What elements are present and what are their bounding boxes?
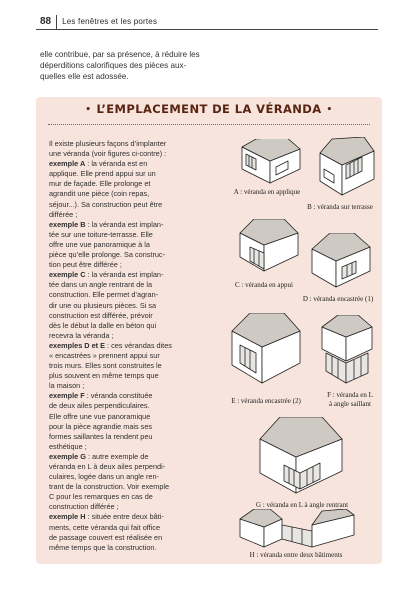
example-label: exemple G <box>49 451 86 461</box>
line-text: esthétique ; <box>49 441 87 451</box>
figure-h-buildings-illustration <box>238 509 356 549</box>
figure-d-house-illustration <box>308 233 374 291</box>
box-text-line <box>49 331 206 341</box>
caption-f-line2: à angle saillant <box>329 399 371 408</box>
intro-paragraph <box>40 49 380 83</box>
line-text: tée sur une toiture-terrasse. Elle <box>49 229 153 239</box>
line-text: Elle offre une vue panoramique <box>49 411 151 421</box>
figure-f-house-illustration <box>318 315 376 391</box>
line-text: dir une ou plusieurs pièces. Si sa <box>49 300 157 310</box>
line-text: : ces vérandas dites <box>104 340 172 350</box>
line-text: pièce qu’elle prolonge. Sa construc- <box>49 250 166 260</box>
caption-f-line1: F : véranda en L <box>327 391 373 399</box>
box-text-line <box>49 250 206 260</box>
example-label: exemple H <box>49 512 86 522</box>
line-text: trant de la construction. Voir exemple <box>49 482 170 492</box>
figure-g-house-illustration <box>256 417 348 499</box>
caption-g: G : véranda en L à angle rentrant <box>255 501 349 509</box>
box-text-line <box>49 230 206 240</box>
line-text: construction. Elle permet d’agran- <box>49 290 159 300</box>
box-text-line <box>49 401 206 411</box>
line-text: : la véranda est implan- <box>85 270 164 280</box>
box-text-line <box>49 412 206 422</box>
figure-a-house-illustration <box>232 139 310 187</box>
caption-b: B : véranda sur terrasse <box>307 203 373 211</box>
box-text-line <box>49 533 206 543</box>
caption-a: A : véranda en applique <box>233 188 301 196</box>
line-text: trois murs. Elles sont construites le <box>49 361 162 371</box>
line-text: recevra la véranda ; <box>49 330 114 340</box>
line-text: mur de façade. Elle prolonge et <box>49 179 151 189</box>
line-text: culaires, logée dans un angle ren- <box>49 472 159 482</box>
title-dotted-rule <box>48 124 370 125</box>
box-title-text: L’EMPLACEMENT DE LA VÉRANDA <box>96 102 322 116</box>
box-text-line <box>49 189 206 199</box>
box-text-line <box>49 512 206 522</box>
box-text-line <box>49 391 206 401</box>
box-text-line <box>49 543 206 553</box>
box-text-line <box>49 139 206 149</box>
title-bullet-right: • <box>326 105 333 115</box>
line-text: applique. Elle prend appui sur un <box>49 169 156 179</box>
box-text-line <box>49 432 206 442</box>
line-text: : située entre deux bâti- <box>85 512 164 522</box>
running-header <box>36 14 378 30</box>
line-text: de passage couvert est réalisée en <box>49 532 163 542</box>
title-bullet-left: • <box>85 105 92 115</box>
line-text: C pour les remarques en cas de <box>49 492 153 502</box>
box-text-line <box>49 240 206 250</box>
figure-c-house-illustration <box>234 219 304 279</box>
line-text: pour la pièce agrandie mais ses <box>49 421 153 431</box>
line-text: ments, cette véranda qui fait office <box>49 522 161 532</box>
line-text: construction différée ; <box>49 502 119 512</box>
example-label: exemple C <box>49 270 86 280</box>
line-text: même temps que la construction. <box>49 542 157 552</box>
box-text-line <box>49 260 206 270</box>
caption-e: E : véranda encastrée (2) <box>231 397 301 405</box>
line-text: dès le début la dalle en béton qui <box>49 320 157 330</box>
running-title: Les fenêtres et les portes <box>62 17 158 26</box>
line-text: véranda en L à deux ailes perpendi- <box>49 462 166 471</box>
figure-e-house-illustration <box>226 313 306 391</box>
page-number: 88 <box>36 15 57 29</box>
box-text-line <box>49 361 206 371</box>
box-text-line <box>49 169 206 179</box>
box-text-column <box>49 139 206 553</box>
line-text: : la véranda est implan- <box>85 219 164 229</box>
line-text: formes saillantes la rendent peu <box>49 431 153 441</box>
box-text-line <box>49 210 206 220</box>
caption-h: H : véranda entre deux bâtiments <box>249 551 343 559</box>
intro-line: déperditions calorifiques des pièces aux- <box>40 61 187 71</box>
line-text: : véranda constituée <box>84 391 153 401</box>
intro-line: quelles elle est adossée. <box>40 72 129 82</box>
box-text-line <box>49 422 206 432</box>
veranda-sidebar-box <box>36 97 382 564</box>
box-text-line <box>49 371 206 381</box>
figures-column <box>208 135 378 560</box>
line-text: Il existe plusieurs façons d’implanter <box>49 139 167 148</box>
box-text-line <box>49 452 206 462</box>
intro-line: elle contribue, par sa présence, à réduire les <box>40 50 200 59</box>
line-text: : la véranda est en <box>85 159 148 169</box>
box-text-line <box>49 311 206 321</box>
box-text-line <box>49 149 206 159</box>
line-text: tion peut être différée ; <box>49 260 122 270</box>
line-text: : autre exemple de <box>85 451 149 461</box>
example-label: exemple A <box>49 159 86 169</box>
box-text-line <box>49 381 206 391</box>
box-title <box>36 102 382 116</box>
example-label: exemple F <box>49 391 85 401</box>
box-text-line <box>49 523 206 533</box>
box-text-line <box>49 472 206 482</box>
box-text-line <box>49 270 206 280</box>
box-text-line <box>49 492 206 502</box>
box-text-line <box>49 301 206 311</box>
line-text: « encastrées » prennent appui sur <box>49 350 160 360</box>
box-text-line <box>49 280 206 290</box>
box-text-line <box>49 200 206 210</box>
figure-b-house-illustration <box>316 137 378 201</box>
line-text: tée dans un angle rentrant de la <box>49 280 153 290</box>
box-text-line <box>49 482 206 492</box>
line-text: séjour...). Sa construction peut être <box>49 199 163 209</box>
line-text: offre une vue panoramique à la <box>49 239 150 249</box>
caption-f <box>320 391 380 408</box>
caption-c: C : véranda en appui <box>235 281 293 289</box>
caption-d: D : véranda encastrée (1) <box>302 295 374 303</box>
line-text: la maison ; <box>49 381 85 391</box>
line-text: agrandit une pièce (coin repas, <box>49 189 150 199</box>
box-text-line <box>49 290 206 300</box>
line-text: construction est différée, prévoir <box>49 310 153 320</box>
box-text-line <box>49 159 206 169</box>
line-text: de deux ailes perpendiculaires. <box>49 401 150 411</box>
example-label: exemples D et E <box>49 340 105 350</box>
box-text-line <box>49 321 206 331</box>
box-text-line <box>49 442 206 452</box>
box-text-line <box>49 462 206 472</box>
box-text-line <box>49 220 206 230</box>
line-text: différée ; <box>49 209 78 219</box>
example-label: exemple B <box>49 219 86 229</box>
box-text-line <box>49 502 206 512</box>
line-text: plus souvent en même temps que <box>49 371 159 381</box>
box-text-line <box>49 341 206 351</box>
box-text-line <box>49 351 206 361</box>
line-text: une véranda (voir figures ci-contre) : <box>49 149 167 159</box>
box-text-line <box>49 179 206 189</box>
